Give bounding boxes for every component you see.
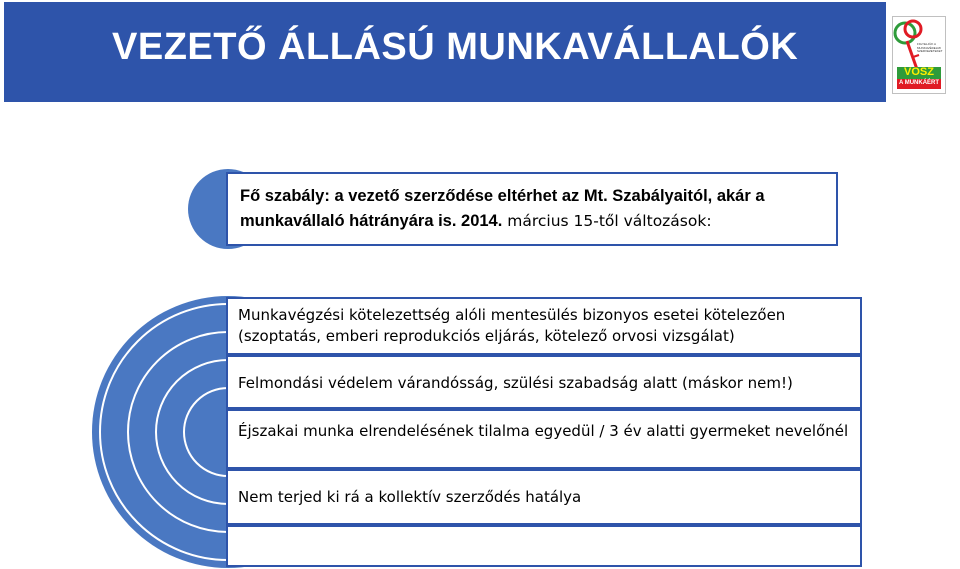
- logo-main-text: VOSZ: [904, 66, 934, 78]
- main-rule-line2-bold: munkavállaló hátrányára is. 2014.: [240, 212, 503, 230]
- list-item: Nem terjed ki rá a kollektív szerződés hatálya: [226, 469, 862, 525]
- list-item: Munkavégzési kötelezettség alóli mentesülés bizonyos esetei kötelezően (szoptatás, emberi reprodukciós eljárás, kötelező orvosi vizsgálat): [226, 297, 862, 355]
- slide-title: VEZETŐ ÁLLÁSÚ MUNKAVÁLLALÓK: [112, 26, 799, 68]
- logo-bottom-text: A MUNKÁÉRT: [898, 80, 940, 86]
- list-item: [226, 525, 862, 567]
- main-rule-line1: Fő szabály: a vezető szerződése eltérhet az Mt. Szabályaitól, akár a: [240, 187, 765, 205]
- main-rule-line2-light: március 15-től változások:: [502, 212, 712, 230]
- logo-small-text: FIGYELJÜK A MUNKAVÉDELMI SZERVEZETEKET: [917, 42, 943, 54]
- main-rule-box: [226, 172, 838, 246]
- list-item: Éjszakai munka elrendelésének tilalma egyedül / 3 év alatti gyermeket nevelőnél: [226, 409, 862, 469]
- list-item: Felmondási védelem várandósság, szülési szabadság alatt (máskor nem!): [226, 355, 862, 409]
- main-rule-line2: [240, 209, 836, 234]
